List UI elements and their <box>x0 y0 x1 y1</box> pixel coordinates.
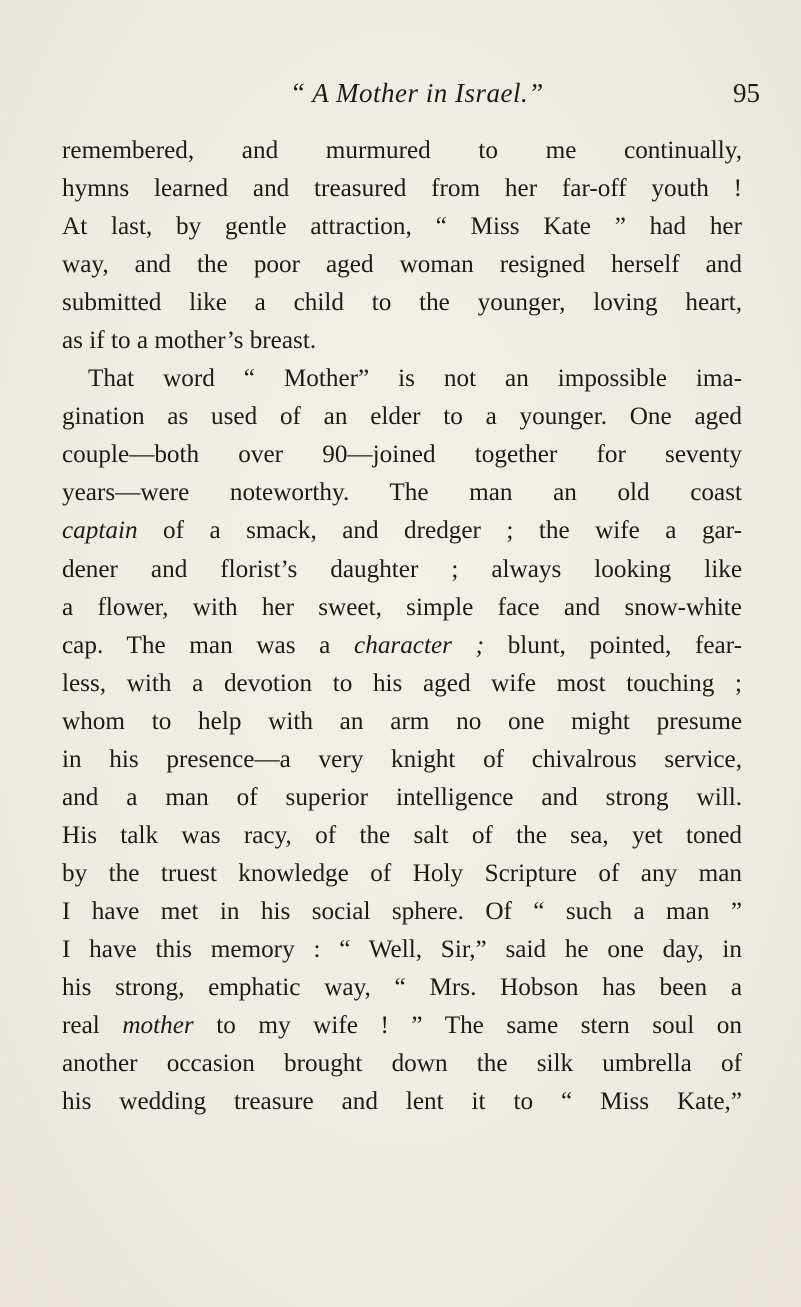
text-line: whom to help with an arm no one might presume <box>62 707 742 735</box>
text-segment: blunt, pointed, fear- <box>484 631 742 659</box>
text-line <box>62 627 742 665</box>
text-line: another occasion brought down the silk umbrella of <box>62 1050 742 1078</box>
text-line: That word “ Mother” is not an impossible ima- <box>88 365 742 393</box>
text-line: less, with a devotion to his aged wife most touching ; <box>62 669 742 697</box>
italic-word: captain <box>62 517 138 545</box>
text-line: way, and the poor aged woman resigned herself and <box>62 251 742 279</box>
text-line <box>62 512 742 550</box>
text-line: hymns learned and treasured from her far-off youth ! <box>62 175 742 203</box>
text-segment: of a smack, and dredger ; the wife a gar- <box>137 517 742 545</box>
text-line: his wedding treasure and lent it to “ Miss Kate,” <box>62 1088 742 1116</box>
text-line: At last, by gentle attraction, “ Miss Kate ” had her <box>62 213 742 241</box>
italic-word: character ; <box>354 631 485 659</box>
text-line: his strong, emphatic way, “ Mrs. Hobson has been a <box>62 974 742 1002</box>
text-line: couple—both over 90—joined together for seventy <box>62 441 742 469</box>
text-line <box>62 1007 742 1045</box>
text-line: gination as used of an elder to a younger. One aged <box>62 403 742 431</box>
text-line: submitted like a child to the younger, loving heart, <box>62 289 742 317</box>
text-line: as if to a mother’s breast. <box>62 327 317 355</box>
text-line: years—were noteworthy. The man an old coast <box>62 479 742 507</box>
running-head <box>290 78 760 118</box>
text-line: I have met in his social sphere. Of “ such a man ” <box>62 897 742 925</box>
text-segment: real <box>62 1012 123 1040</box>
text-line: His talk was racy, of the salt of the sea, yet toned <box>62 821 742 849</box>
text-line: in his presence—a very knight of chivalrous service, <box>62 745 742 773</box>
text-segment: cap. The man was a <box>62 631 355 659</box>
text-segment: to my wife ! ” The same stern soul on <box>193 1012 742 1040</box>
running-title: “ A Mother in Israel.” <box>290 78 544 108</box>
text-line: by the truest knowledge of Holy Scripture of any man <box>62 859 742 887</box>
body-text <box>62 132 742 1121</box>
text-line: a flower, with her sweet, simple face and snow-white <box>62 593 742 621</box>
italic-word: mother <box>122 1012 194 1040</box>
text-line: dener and florist’s daughter ; always looking like <box>62 555 742 583</box>
text-line: and a man of superior intelligence and strong will. <box>62 783 742 811</box>
text-line: I have this memory : “ Well, Sir,” said he one day, in <box>62 935 742 963</box>
page-number: 95 <box>733 78 760 108</box>
text-line: remembered, and murmured to me continually, <box>62 137 742 164</box>
